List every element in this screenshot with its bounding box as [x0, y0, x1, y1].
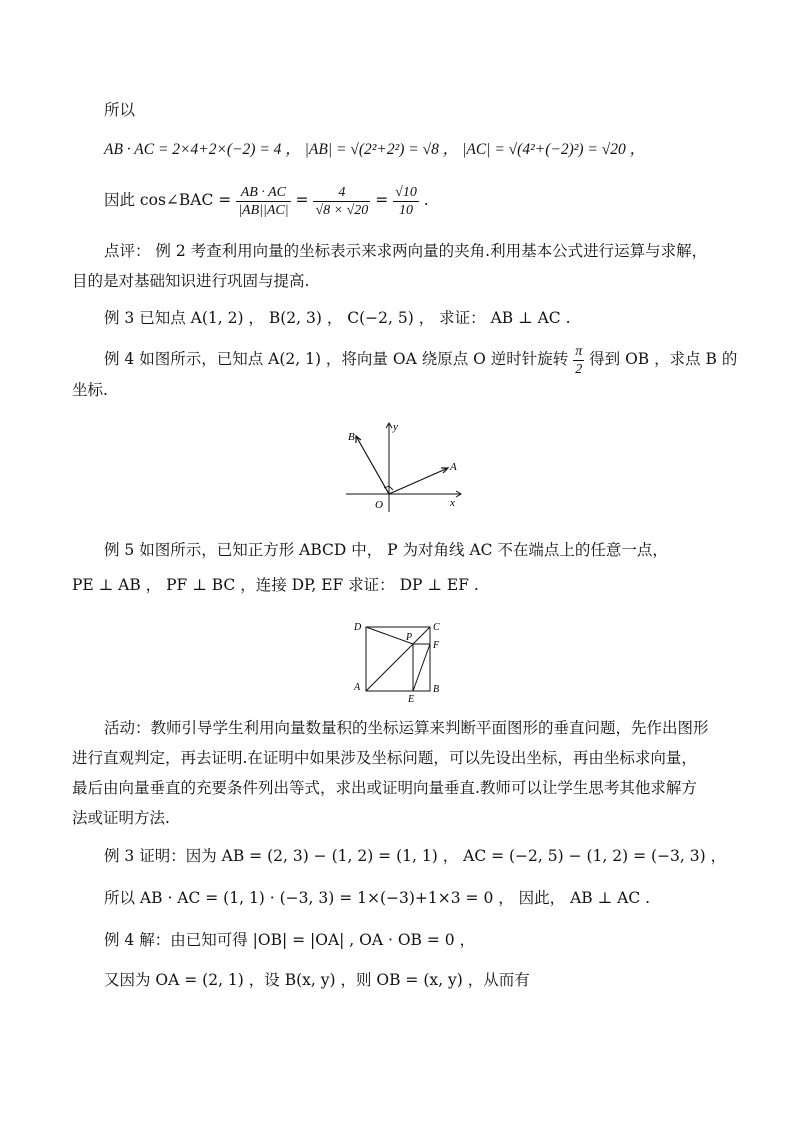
period: .: [423, 191, 429, 209]
equals-sign: =: [295, 191, 309, 209]
formula-dot-product-magnitudes: AB · AC = 2×4+2×(−2) = 4 ， |AB| = √(2²+2²) = √8 ， |AC| = √(4²+(−2)²) = √20 ，: [104, 141, 646, 158]
segment-ef: [413, 644, 430, 691]
text-solution-example-4: 例 4 解：由已知可得 |OB| = |OA| , OA · OB = 0 ，: [104, 931, 476, 949]
text-line-so: 所以: [104, 101, 136, 119]
text-example-5-cont: PE ⊥ AB ， PF ⊥ BC ，连接 DP, EF 求证： DP ⊥ EF .: [72, 576, 479, 594]
fraction-numerator: π: [575, 343, 583, 359]
fraction-cos-1: [236, 184, 290, 219]
text-activity-line-4: 法或证明方法.: [72, 809, 170, 827]
text-example-3: 例 3 已知点 A(1, 2) ， B(2, 3) ， C(−2, 5) ， 求证： AB ⊥ AC .: [104, 309, 571, 327]
fraction-cos-3: [393, 184, 419, 219]
text-comment-line-2: 目的是对基础知识进行巩固与提高.: [72, 272, 310, 290]
label-b: B: [433, 684, 440, 695]
text-example-5: 例 5 如图所示，已知正方形 ABCD 中， P 为对角线 AC 不在端点上的任意一点，: [104, 541, 668, 559]
text-comment-line-1: 点评： 例 2 考查利用向量的坐标表示来求两向量的夹角.利用基本公式进行运算与求解，: [104, 242, 708, 260]
text-example-4: [104, 339, 737, 379]
diagonal-ac: [366, 627, 430, 691]
text-example-4-cont: 坐标.: [72, 381, 108, 399]
text-proof-example-3-cont: 所以 AB · AC = (1, 1) · (−3, 3) = 1×(−3)+1×3 = 0 ， 因此， AB ⊥ AC .: [104, 889, 651, 907]
label-e: E: [408, 694, 415, 705]
text-activity-line-2: 进行直观判定，再去证明.在证明中如果涉及坐标问题，可以先设出坐标，再由坐标求向量，: [72, 749, 697, 767]
label-d: D: [354, 622, 362, 633]
label-c: C: [433, 622, 440, 633]
fraction-denominator: √8 × √20: [315, 202, 369, 218]
vector-oa: [389, 468, 448, 494]
vector-ob: [356, 436, 389, 494]
label-o: O: [375, 499, 383, 511]
text-activity-line-1: 活动：教师引导学生利用向量数量积的坐标运算来判断平面图形的垂直问题，先作出图形: [104, 719, 709, 737]
cos-prefix: 因此 cos∠BAC =: [104, 191, 232, 209]
fraction-numerator: 4: [313, 184, 370, 202]
fraction-pi-over-2: [573, 343, 584, 378]
example-4-part-a: 例 4 如图所示，已知点 A(2, 1) ，将向量 OA 绕原点 O 逆时针旋转: [104, 350, 569, 368]
fraction-numerator: √10: [395, 184, 417, 200]
figure-rotation-vectors: [338, 418, 468, 518]
text-activity-line-3: 最后由向量垂直的充要条件列出等式，求出或证明向量垂直.教师可以让学生思考其他求解方: [72, 779, 697, 797]
label-a: A: [450, 461, 457, 473]
text-solution-example-4-cont: 又因为 OA = (2, 1) ，设 B(x, y) ，则 OB = (x, y) ，从而有: [104, 971, 530, 989]
example-4-part-b: 得到 OB ，求点 B 的: [589, 350, 738, 368]
fraction-denominator: 2: [575, 361, 583, 377]
label-a: A: [354, 682, 361, 693]
label-b: B: [348, 431, 355, 443]
label-y: y: [393, 421, 398, 433]
fraction-denominator: 10: [399, 202, 413, 218]
label-p: P: [406, 632, 413, 643]
label-x: x: [450, 497, 455, 509]
fraction-cos-2: [313, 184, 370, 219]
formula-cos-bac: [104, 176, 429, 224]
fraction-denominator: |AB||AC|: [238, 202, 289, 218]
equals-sign: =: [375, 191, 389, 209]
figure-square-abcd: [350, 616, 445, 706]
label-f: F: [433, 640, 440, 651]
text-proof-example-3: 例 3 证明：因为 AB = (2, 3) − (1, 2) = (1, 1) ， AC = (−2, 5) − (1, 2) = (−3, 3) ，: [104, 847, 727, 865]
fraction-numerator: AB · AC: [236, 184, 290, 202]
